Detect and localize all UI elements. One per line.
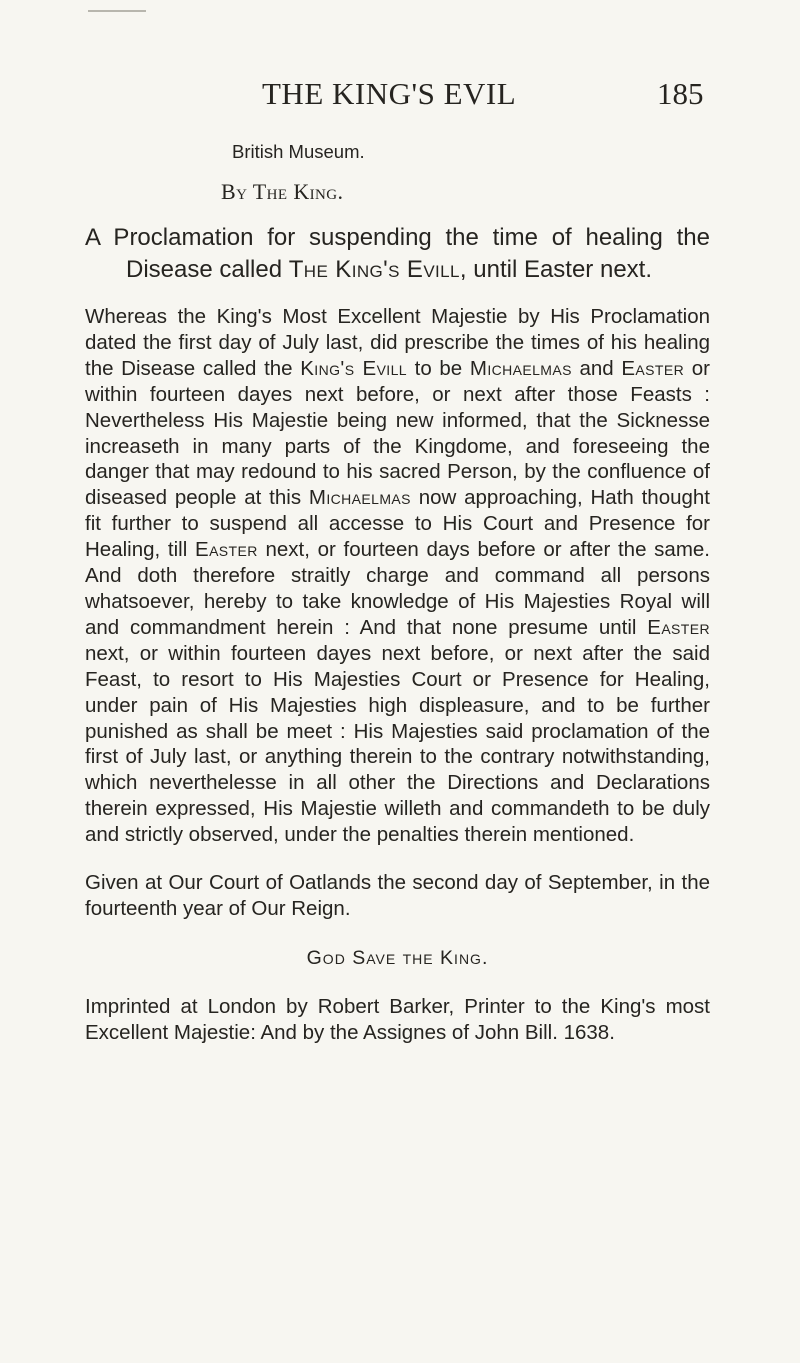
body-segment: next, or within fourteen dayes next before, or next after the said Feast, to resort to His Majesties Court or Presence for Healing, under pain of His Majesties high displeasure, and to be further punished as shall be meet : His Majesties said proclamation of the first of July last, or anything therein to the contrary notwithstanding, which neverthelesse in all other the Directions and Declarations therein expressed, His Majestie willeth and commandeth to be duly and strictly observed, under the penalties therein mentioned. bbox=[85, 641, 710, 847]
body-named-term: Michaelmas bbox=[469, 356, 572, 380]
body-named-term: Easter bbox=[195, 538, 258, 562]
title-start: A Proclamation for suspending the time of healing the Disease called bbox=[85, 224, 710, 283]
running-header bbox=[0, 76, 800, 116]
title-end: , until Easter next. bbox=[459, 256, 652, 283]
proclamation-title bbox=[85, 222, 710, 286]
given-at-court: Given at Our Court of Oatlands the second day of September, in the fourteenth year of Our Reign. bbox=[85, 871, 710, 920]
proclamation-body bbox=[85, 304, 710, 848]
body-segment: Whereas the King's Most Excellent Majestie by His Proclamation dated the first day of July last, did prescribe the times of his healing the Disease called the bbox=[85, 305, 710, 380]
source-attribution: British Museum. bbox=[232, 141, 365, 162]
body-segment: to be bbox=[406, 356, 470, 380]
proclamation-content bbox=[85, 140, 710, 1046]
page-number: 185 bbox=[657, 76, 704, 111]
top-rule-divider bbox=[88, 10, 146, 12]
body-named-term: King's Evill bbox=[300, 356, 407, 380]
body-segment: now approaching, Hath thought fit further to suspend all accesse to His Court and Presence for Healing, till bbox=[85, 486, 710, 562]
body-named-term: Easter bbox=[647, 615, 710, 639]
body-segment: next, or fourteen days before or after the same. And doth therefore straitly charge and command all persons whatsoever, hereby to take knowledge of His Majesties Royal will and commandment herein : And that none presume until bbox=[85, 538, 711, 639]
title-named-disease: The King's Evill bbox=[288, 256, 460, 283]
running-title: THE KING'S EVIL bbox=[262, 76, 517, 111]
body-named-term: Easter bbox=[621, 356, 685, 380]
body-named-term: Michaelmas bbox=[308, 486, 411, 510]
body-segment: and bbox=[571, 356, 622, 380]
imprint-note: Imprinted at London by Robert Barker, Printer to the King's most Excellent Majestie: And by the Assignes of John Bill. 1638. bbox=[85, 994, 710, 1044]
by-the-king-heading: By The King. bbox=[221, 179, 344, 204]
god-save-the-king: God Save the King. bbox=[306, 946, 489, 969]
body-segment: or within fourteen dayes next before, or next after those Feasts : Nevertheless His Majestie being new informed, that the Sicknesse increaseth in many parts of the Kingdome, and foreseeing the danger that may redound to his sacred Person, by the confluence of diseased people at this bbox=[85, 356, 710, 510]
